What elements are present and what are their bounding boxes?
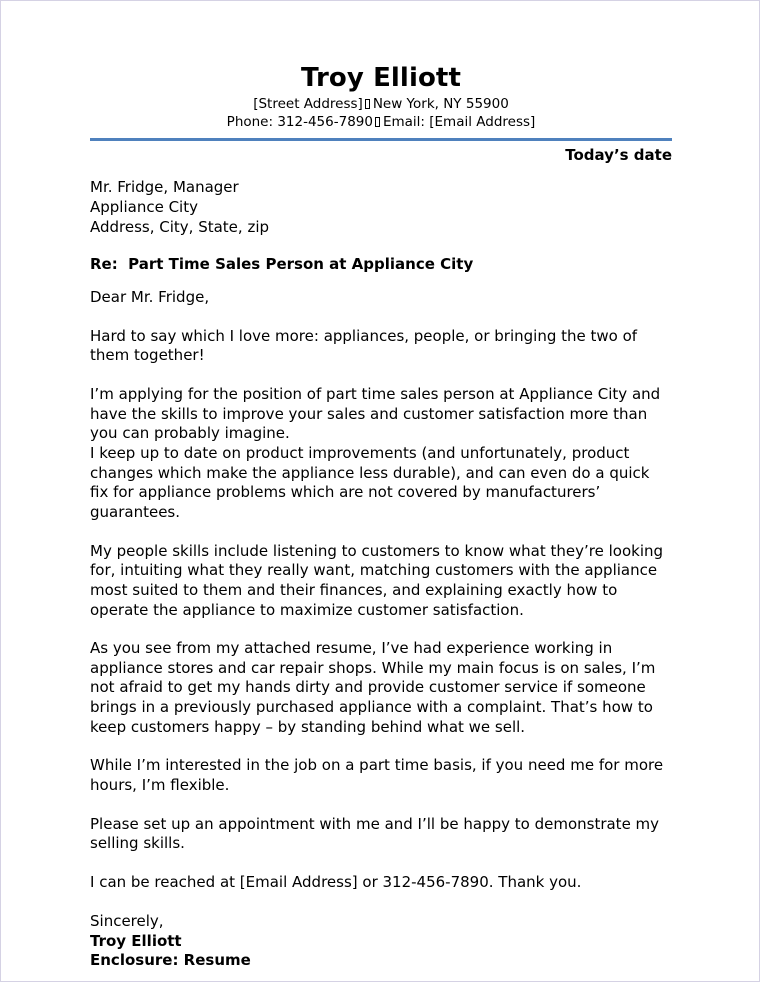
missing-glyph-box-icon <box>375 117 380 127</box>
city-state-zip: New York, NY 55900 <box>372 96 509 113</box>
body-paragraph: As you see from my attached resume, I’ve had experience working in appliance stores and car repair shops. While my main focus is on sales, I’m not afraid to get my hands dirty and provide customer service if someone brings in a previously purchased appliance with a complaint. That’s how to keep customers happy – by standing behind what we sell. <box>90 639 656 736</box>
email-placeholder: Email: [Email Address] <box>382 114 536 131</box>
body-paragraph: I can be reached at [Email Address] or 312-456-7890. Thank you. <box>90 872 582 891</box>
salutation: Dear Mr. Fridge, <box>90 288 210 307</box>
recipient-line: Address, City, State, zip <box>90 217 270 236</box>
recipient-address-block <box>90 178 672 238</box>
signature-name: Troy Elliott <box>90 931 182 950</box>
body-paragraph: My people skills include listening to customers to know what they’re looking for, intuiting what they really want, matching customers with the appliance most suited to them and their finances, and explaining exactly how to operate the appliance to maximize customer satisfaction. <box>90 541 664 619</box>
sign-off: Sincerely, <box>90 911 164 930</box>
sender-name: Troy Elliott <box>301 63 461 93</box>
recipient-line: Appliance City <box>90 197 198 216</box>
letterhead <box>90 1 672 132</box>
letter-date: Today’s date <box>565 146 672 165</box>
enclosure-note: Enclosure: Resume <box>90 951 251 970</box>
subject-line: Re: Part Time Sales Person at Appliance City <box>90 254 474 273</box>
body-paragraph: I keep up to date on product improvements (and unfortunately, product changes which make the appliance less durable), and can even do a quick fix for appliance problems which are not covered by manufacturers’ guarantees. <box>90 444 650 521</box>
body-paragraph: I’m applying for the position of part time sales person at Appliance City and have the skills to improve your sales and customer satisfaction more than you can probably imagine. <box>90 385 661 443</box>
body-paragraph: While I’m interested in the job on a part time basis, if you need me for more hours, I’m flexible. <box>90 756 664 794</box>
sender-contact-line <box>90 114 672 132</box>
recipient-line: Mr. Fridge, Manager <box>90 178 239 197</box>
phone-number: Phone: 312-456-7890 <box>226 114 373 131</box>
body-paragraph: Hard to say which I love more: appliances, people, or bringing the two of them together! <box>90 326 638 365</box>
header-divider <box>90 138 672 141</box>
sender-address-line <box>90 96 672 114</box>
street-address-placeholder: [Street Address] <box>253 96 363 113</box>
body-paragraph: Please set up an appointment with me and I’ll be happy to demonstrate my selling skills. <box>90 814 660 853</box>
letter-content <box>90 1 672 971</box>
missing-glyph-box-icon <box>365 99 370 109</box>
closing-block <box>90 912 672 972</box>
